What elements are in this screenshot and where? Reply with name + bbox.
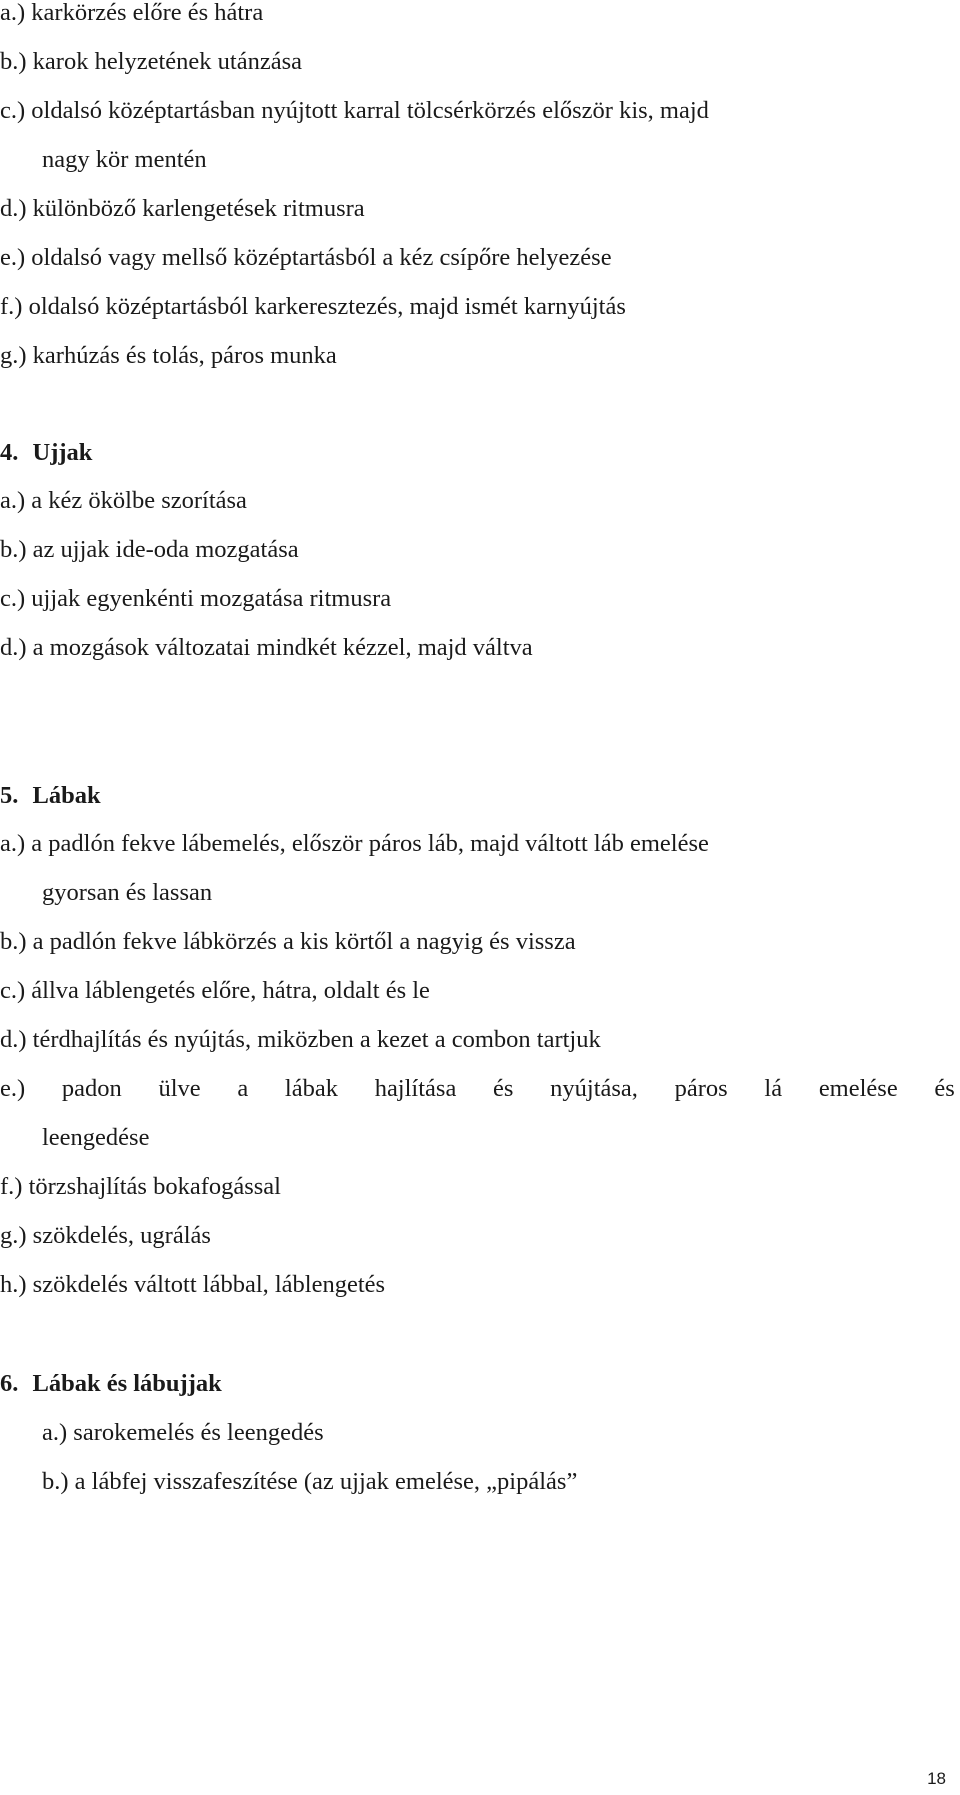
list-item-justified — [0, 1074, 955, 1104]
section-heading-ujjak — [0, 438, 92, 468]
list-item: h.) szökdelés váltott lábbal, láblengetés — [0, 1271, 386, 1298]
justified-word: nyújtása, — [550, 1075, 638, 1102]
justified-word: lá — [764, 1075, 783, 1102]
list-item: c.) állva láblengetés előre, hátra, oldalt és le — [0, 977, 430, 1004]
list-item: b.) a lábfej visszafeszítése (az ujjak emelése, „pipálás” — [42, 1468, 578, 1495]
list-item: d.) különböző karlengetések ritmusra — [0, 195, 365, 222]
section-number: 5. — [0, 782, 19, 809]
justified-word: lábak — [284, 1075, 338, 1102]
justified-word: padon — [61, 1075, 122, 1102]
section-heading-labak — [0, 781, 101, 811]
list-item: a.) a kéz ökölbe szorítása — [0, 487, 247, 514]
section-title: Lábak és lábujjak — [32, 1370, 222, 1397]
list-item: a.) sarokemelés és leengedés — [42, 1419, 324, 1446]
justified-word: emelése — [818, 1075, 898, 1102]
list-item: a.) karkörzés előre és hátra — [0, 0, 264, 26]
list-item: e.) oldalsó vagy mellső középtartásból a kéz csípőre helyezése — [0, 244, 612, 271]
section-number: 4. — [0, 439, 19, 466]
list-item: g.) szökdelés, ugrálás — [0, 1222, 211, 1249]
section-title: Ujjak — [32, 439, 93, 466]
list-item-continuation: gyorsan és lassan — [42, 879, 213, 906]
list-item: f.) oldalsó középtartásból karkeresztezés, majd ismét karnyújtás — [0, 293, 626, 320]
list-item: a.) a padlón fekve lábemelés, először páros láb, majd váltott láb emelése — [0, 830, 709, 857]
list-item: c.) oldalsó középtartásban nyújtott karral tölcsérkörzés először kis, majd — [0, 97, 709, 124]
justified-word: e.) — [0, 1075, 26, 1102]
page-number: 18 — [927, 1769, 946, 1788]
justified-word: és — [934, 1075, 955, 1102]
justified-word: hajlítása — [374, 1075, 457, 1102]
list-item: b.) karok helyzetének utánzása — [0, 48, 303, 75]
section-heading-labak-es-labujjak — [0, 1369, 222, 1399]
list-item: g.) karhúzás és tolás, páros munka — [0, 342, 337, 369]
list-item-continuation: nagy kör mentén — [42, 146, 207, 173]
list-item: c.) ujjak egyenkénti mozgatása ritmusra — [0, 585, 392, 612]
justified-word: és — [493, 1075, 514, 1102]
section-title: Lábak — [32, 782, 101, 809]
list-item: d.) a mozgások változatai mindkét kézzel, majd váltva — [0, 634, 533, 661]
justified-word: a — [237, 1075, 249, 1102]
justified-word: ülve — [158, 1075, 201, 1102]
justified-word: páros — [674, 1075, 728, 1102]
list-item: b.) a padlón fekve lábkörzés a kis körtől a nagyig és vissza — [0, 928, 576, 955]
list-item: d.) térdhajlítás és nyújtás, miközben a kezet a combon tartjuk — [0, 1026, 601, 1053]
list-item: f.) törzshajlítás bokafogással — [0, 1173, 281, 1200]
list-item-continuation: leengedése — [42, 1124, 150, 1151]
list-item: b.) az ujjak ide-oda mozgatása — [0, 536, 299, 563]
section-number: 6. — [0, 1370, 19, 1397]
